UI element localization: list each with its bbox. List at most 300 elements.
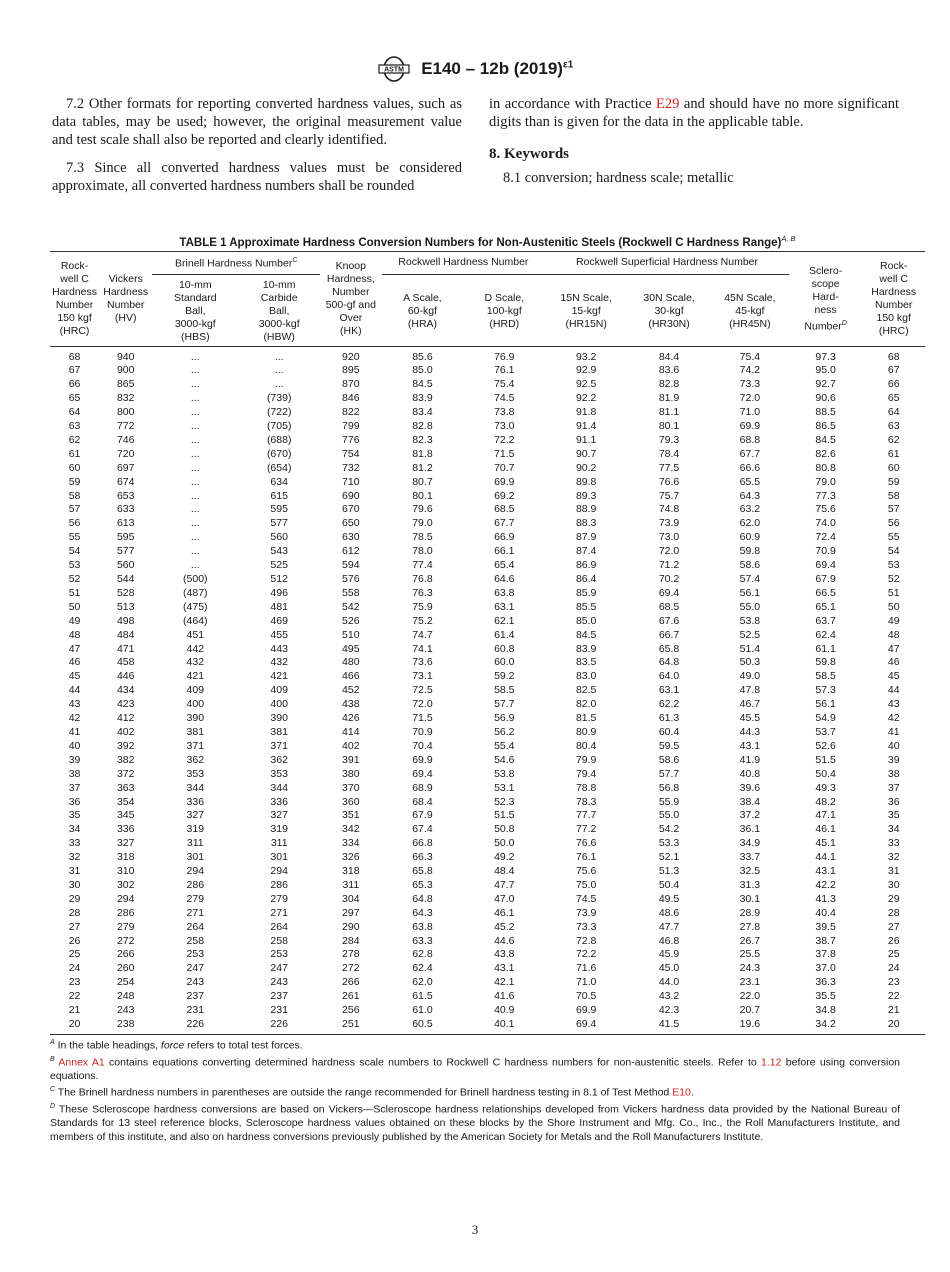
cell-hrc: 36: [68, 795, 81, 808]
cell-hra: 70.4: [412, 739, 433, 752]
cell-hrd: 41.6: [494, 990, 515, 1003]
cell-hk: 822: [342, 406, 360, 419]
cell-hbs: 432: [186, 656, 205, 669]
cell-hr15n: 73.3: [575, 920, 597, 933]
cell-hrc: 22: [68, 990, 81, 1003]
logo-text: ASTM: [383, 66, 404, 74]
cell-hr15n: 83.5: [575, 656, 597, 669]
cell-scleroscope: 57.3: [815, 684, 836, 697]
cell-hbs: 264: [186, 920, 205, 933]
col-header-hr15n: 15N Scale, 15-kgf (HR15N): [560, 291, 612, 330]
cell-hr30n: 48.6: [658, 906, 680, 919]
document-designation: E140 – 12b $(2019)^{\varepsilon 1}$: [421, 59, 574, 78]
cell-hr45n: 44.3: [739, 725, 761, 738]
cell-hr30n: 50.4: [658, 878, 680, 891]
table-row: [50, 346, 925, 364]
cell-scleroscope: 34.2: [789, 1018, 863, 1034]
group-header-superficial: Rockwell Superficial Hardness Number: [545, 252, 789, 275]
table-row: [50, 601, 925, 615]
cell-scleroscope: 41.3: [815, 892, 836, 905]
paragraph-7-3-continued: in accordance with Practice E29 and should have no more significant digits than is given for the data in the applicable table.: [489, 96, 899, 130]
cell-hr45n: 34.9: [739, 837, 761, 850]
cell-hk: 526: [342, 614, 360, 627]
cell-hr45n: 73.3: [739, 378, 761, 391]
cell-hr45n: 37.2: [739, 809, 761, 822]
cell-hr15n: 76.1: [575, 851, 597, 864]
cell-hbw: 264: [270, 920, 288, 933]
cell-hrd: 69.9: [494, 475, 515, 488]
table-footnotes: [50, 1036, 900, 1144]
cell-hbw: ...: [274, 378, 284, 391]
cell-scleroscope: 52.6: [815, 739, 836, 752]
cell-hk: 612: [342, 545, 360, 558]
table-row: [50, 531, 925, 545]
cell-hr30n: 79.3: [658, 433, 680, 446]
cell-hk: 754: [342, 447, 360, 460]
cell-hv: 471: [116, 642, 135, 655]
cell-hr15n: 90.2: [575, 461, 597, 474]
cell-hrc-right: 41: [887, 725, 900, 738]
cell-hr45n: 75.4: [739, 350, 761, 363]
cell-scleroscope: 92.7: [815, 378, 836, 391]
cell-hr30n: 64.0: [658, 670, 680, 683]
cell-hbw: 319: [270, 823, 288, 836]
cell-hk: 732: [342, 461, 360, 474]
cell-hrc-right: 68: [887, 350, 900, 363]
cell-hrc: 59: [68, 475, 81, 488]
table-row: [50, 684, 925, 698]
group-header-rockwell: Rockwell Hardness Number: [382, 252, 546, 275]
table-row: [50, 782, 925, 796]
cell-hrd: 43.8: [494, 948, 515, 961]
cell-hbs: ...: [190, 433, 200, 446]
cell-hra: 66.8: [412, 837, 433, 850]
cell-hra: 60.5: [382, 1018, 464, 1034]
cell-hrc: 43: [68, 698, 81, 711]
cell-hr45n: 66.6: [739, 461, 761, 474]
col-header-hrc: Rock- well C Hardness Number 150 kgf (HRC): [50, 252, 99, 347]
table-row: [50, 768, 925, 782]
cell-hrc: 23: [68, 976, 81, 989]
cell-hra: 68.9: [412, 781, 433, 794]
cell-hrc: 20: [50, 1018, 99, 1034]
cell-hbs: 319: [186, 823, 205, 836]
cell-hr30n: 51.3: [658, 865, 680, 878]
table-row: [50, 837, 925, 851]
cell-hra: 61.5: [412, 990, 433, 1003]
cell-scleroscope: 43.1: [815, 865, 836, 878]
cell-scleroscope: 97.3: [815, 350, 836, 363]
cell-hr15n: 71.6: [575, 962, 597, 975]
e29-link[interactable]: E29: [656, 96, 680, 112]
cell-hr45n: 58.6: [739, 559, 761, 572]
cell-hr15n: 82.0: [575, 698, 597, 711]
cell-hr15n: 85.0: [575, 614, 597, 627]
cell-scleroscope: 86.5: [815, 420, 836, 433]
cell-hrd: 65.4: [494, 559, 515, 572]
cell-hv: 595: [116, 531, 135, 544]
cell-hv: 286: [116, 906, 135, 919]
cell-hrc-right: 45: [887, 670, 900, 683]
cell-hrc: 58: [68, 489, 81, 502]
paragraph-8-1: 8.1 conversion; hardness scale; metallic: [503, 170, 734, 186]
table-row: [50, 740, 925, 754]
cell-hbw: 253: [270, 948, 288, 961]
cell-hbs: 279: [186, 892, 205, 905]
cell-hr45n: 55.0: [739, 600, 761, 613]
cell-hrc-right: 59: [887, 475, 900, 488]
table-row: [50, 434, 925, 448]
cell-hk: 278: [342, 948, 360, 961]
cell-hbs: 409: [186, 684, 205, 697]
cell-hk: 426: [342, 712, 360, 725]
cell-hr30n: 57.7: [658, 767, 680, 780]
cell-hbw: 258: [270, 934, 288, 947]
cell-hv: 254: [116, 976, 135, 989]
cell-hv: 434: [116, 684, 135, 697]
table-row: [50, 559, 925, 573]
cell-hrc-right: 32: [887, 851, 900, 864]
table-row: [50, 879, 925, 893]
cell-hrc-right: 52: [887, 573, 900, 585]
cell-hk: 670: [342, 503, 360, 516]
cell-hr15n: 75.6: [575, 865, 597, 878]
cell-hbs: ...: [190, 559, 200, 572]
cell-hbw: 400: [270, 698, 288, 711]
cell-hra: 85.0: [412, 364, 433, 377]
cell-scleroscope: 90.6: [815, 392, 836, 405]
cell-hra: 62.4: [412, 962, 433, 975]
cell-hbs: 353: [186, 767, 205, 780]
cell-hbw: 577: [270, 517, 288, 530]
cell-hv: 940: [116, 350, 135, 363]
cell-hr45n: 23.1: [739, 976, 761, 989]
cell-hra: 69.4: [412, 767, 433, 780]
table-row: [50, 726, 925, 740]
cell-hv: 392: [116, 739, 135, 752]
cell-hbw: 327: [270, 809, 288, 822]
cell-hk: 370: [342, 781, 360, 794]
cell-hra: 67.4: [412, 823, 433, 836]
cell-hr15n: 76.6: [575, 837, 597, 850]
cell-hr30n: 62.2: [658, 698, 680, 711]
cell-hrc: 56: [68, 517, 81, 530]
cell-hr30n: 41.5: [627, 1018, 711, 1034]
cell-hr30n: 47.7: [658, 920, 680, 933]
cell-hr15n: 83.9: [575, 642, 597, 655]
cell-hrc-right: 57: [887, 503, 900, 516]
cell-hk: 334: [342, 837, 360, 850]
cell-hbs: (475): [183, 600, 208, 613]
cell-hrc: 55: [68, 531, 81, 544]
cell-hra: 73.6: [412, 656, 433, 669]
cell-hk: 266: [342, 976, 360, 989]
cell-hr45n: 53.8: [739, 614, 761, 627]
cell-hr45n: 27.8: [739, 920, 761, 933]
cell-hr30n: 45.0: [658, 962, 680, 975]
cell-hrd: 40.1: [463, 1018, 545, 1034]
cell-hra: 75.2: [412, 614, 433, 627]
cell-hrc: 60: [68, 461, 81, 474]
cell-hbs: 400: [186, 698, 205, 711]
cell-hk: 895: [342, 364, 360, 377]
cell-hrc: 65: [68, 392, 81, 405]
cell-hrc: 44: [68, 684, 81, 697]
cell-scleroscope: 82.6: [815, 447, 836, 460]
cell-hr15n: 73.9: [575, 906, 597, 919]
cell-hrc-right: 53: [887, 559, 900, 572]
cell-hrc: 42: [68, 712, 81, 725]
hardness-conversion-table: [50, 251, 925, 1035]
cell-hra: 83.9: [412, 392, 433, 405]
cell-hr45n: 63.2: [739, 503, 761, 516]
cell-hv: 800: [116, 406, 135, 419]
cell-hbw: ...: [274, 350, 284, 363]
cell-hv: 577: [116, 545, 135, 558]
cell-scleroscope: 74.0: [815, 517, 836, 530]
cell-hrd: 56.9: [494, 712, 515, 725]
cell-hv: 279: [116, 920, 135, 933]
cell-hra: 63.3: [412, 934, 433, 947]
cell-hra: 81.8: [412, 447, 433, 460]
cell-hrd: 49.2: [494, 851, 515, 864]
cell-hr30n: 42.3: [658, 1004, 680, 1017]
cell-hra: 77.4: [412, 559, 433, 572]
cell-hbs: 442: [186, 642, 205, 655]
cell-hrc: 57: [68, 503, 81, 516]
cell-hrc: 35: [68, 809, 81, 822]
cell-hra: 74.1: [412, 642, 433, 655]
cell-hr15n: 70.5: [575, 990, 597, 1003]
table-row: [50, 1004, 925, 1018]
cell-hr45n: 41.9: [739, 753, 761, 766]
cell-hbs: ...: [190, 475, 200, 488]
cell-hr30n: 68.5: [658, 600, 680, 613]
table-row: [50, 865, 925, 879]
table-row: [50, 809, 925, 823]
table-row: [50, 406, 925, 420]
cell-hra: 76.8: [412, 573, 433, 585]
cell-hr45n: 57.4: [739, 573, 761, 585]
cell-hr30n: 69.4: [658, 586, 680, 599]
table-row: [50, 823, 925, 837]
cell-hk: 452: [342, 684, 360, 697]
cell-hr45n: 52.5: [739, 628, 761, 641]
cell-hk: 414: [342, 725, 360, 738]
cell-hrd: 51.5: [494, 809, 515, 822]
table-body: [50, 346, 925, 1034]
cell-hk: 272: [342, 962, 360, 975]
cell-hr30n: 55.9: [658, 795, 680, 808]
cell-hrc-right: 25: [887, 948, 900, 961]
cell-hrc-right: 47: [887, 642, 900, 655]
cell-hv: 327: [116, 837, 135, 850]
col-header-hrd: D Scale, 100-kgf (HRD): [484, 291, 525, 330]
cell-hra: 65.3: [412, 878, 433, 891]
cell-hr15n: 92.9: [575, 364, 597, 377]
cell-hrd: 47.0: [494, 892, 515, 905]
cell-scleroscope: 67.9: [815, 573, 836, 585]
cell-hk: 920: [342, 350, 360, 363]
cell-hra: 74.7: [412, 628, 433, 641]
cell-hr15n: 78.3: [575, 795, 597, 808]
cell-hbs: 231: [186, 1004, 205, 1017]
cell-hv: 243: [116, 1004, 135, 1017]
cell-hrc-right: 39: [887, 753, 900, 766]
cell-scleroscope: 50.4: [815, 767, 836, 780]
cell-hbw: 432: [270, 656, 288, 669]
cell-hra: 68.4: [412, 795, 433, 808]
cell-hrc-right: 66: [887, 378, 900, 391]
cell-hrd: 48.4: [494, 865, 515, 878]
cell-hrc: 64: [68, 406, 81, 419]
cell-hk: 594: [342, 559, 360, 572]
cell-hv: 412: [116, 712, 135, 725]
cell-hbw: 381: [270, 725, 288, 738]
cell-hr45n: 33.7: [739, 851, 761, 864]
table-row: [50, 420, 925, 434]
cell-hrd: 59.2: [494, 670, 515, 683]
cell-hrc-right: 54: [887, 545, 900, 558]
cell-hr30n: 54.2: [658, 823, 680, 836]
cell-hbs: 286: [186, 878, 205, 891]
cell-hra: 69.9: [412, 753, 433, 766]
cell-hbw: 237: [270, 990, 288, 1003]
cell-hra: 61.0: [412, 1004, 433, 1017]
cell-hv: 402: [116, 725, 135, 738]
cell-hra: 78.5: [412, 531, 433, 544]
cell-hbs: 336: [186, 795, 205, 808]
cell-hv: 238: [99, 1018, 152, 1034]
cell-hbw: 344: [270, 781, 288, 794]
cell-hbs: ...: [190, 392, 200, 405]
cell-hbw: 496: [270, 586, 288, 599]
cell-scleroscope: 49.3: [815, 781, 836, 794]
e10-link[interactable]: E10: [672, 1086, 691, 1099]
cell-hv: 248: [116, 990, 135, 1003]
cell-hr15n: 80.9: [575, 725, 597, 738]
cell-hv: 272: [116, 934, 135, 947]
cell-hrc-right: 22: [887, 990, 900, 1003]
cell-hk: 710: [342, 475, 360, 488]
cell-hbs: 247: [186, 962, 205, 975]
cell-hrc-right: 62: [887, 433, 900, 446]
cell-hrd: 54.6: [494, 753, 515, 766]
cell-hr30n: 65.8: [658, 642, 680, 655]
cell-hrd: 76.9: [494, 350, 515, 363]
cell-hra: 82.3: [412, 433, 433, 446]
cell-hbw: 525: [270, 559, 288, 572]
cell-hk: 391: [342, 753, 360, 766]
cell-hrd: 52.3: [494, 795, 515, 808]
col-header-hra: A Scale, 60-kgf (HRA): [403, 291, 442, 330]
cell-hk: 402: [342, 739, 360, 752]
cell-hv: 310: [116, 865, 135, 878]
cell-hr30n: 59.5: [658, 739, 680, 752]
right-column: [489, 95, 899, 197]
cell-hr30n: 77.5: [658, 461, 680, 474]
table-row: [50, 629, 925, 643]
section-1-12-link[interactable]: 1.12: [761, 1056, 782, 1068]
cell-hr45n: 38.4: [739, 795, 761, 808]
cell-hr15n: 75.0: [575, 878, 597, 891]
cell-hr15n: 79.4: [575, 767, 597, 780]
cell-hr45n: 30.1: [739, 892, 761, 905]
cell-hk: 558: [342, 586, 360, 599]
cell-hv: 720: [116, 447, 135, 460]
cell-hr45n: 72.0: [739, 392, 761, 405]
cell-hr30n: 67.6: [658, 614, 680, 627]
cell-hrc-right: 29: [887, 892, 900, 905]
cell-hrc: 38: [68, 767, 81, 780]
table-row: [50, 392, 925, 406]
cell-hr15n: 81.5: [575, 712, 597, 725]
annex-a1-link[interactable]: Annex A1: [58, 1056, 105, 1068]
cell-hbs: 294: [186, 865, 205, 878]
cell-hbs: (464): [183, 614, 208, 627]
page-number: 3: [471, 1222, 479, 1237]
cell-hr30n: 55.0: [658, 809, 680, 822]
cell-hv: 423: [116, 698, 135, 711]
cell-hrc-right: 35: [887, 809, 900, 822]
cell-hra: 81.2: [412, 461, 433, 474]
cell-hrd: 57.7: [494, 698, 515, 711]
cell-hbs: 237: [186, 990, 205, 1003]
cell-scleroscope: 63.7: [815, 614, 836, 627]
cell-hra: 65.8: [412, 865, 433, 878]
cell-hv: 260: [116, 962, 135, 975]
cell-hrc: 26: [68, 934, 81, 947]
cell-scleroscope: 65.1: [815, 600, 836, 613]
cell-scleroscope: 59.8: [815, 656, 836, 669]
cell-hv: 458: [116, 656, 135, 669]
cell-hr45n: 31.3: [739, 878, 761, 891]
cell-hk: 846: [342, 392, 360, 405]
cell-hbw: ...: [274, 364, 284, 377]
cell-hrd: 63.8: [494, 586, 515, 599]
cell-hk: 510: [342, 628, 360, 641]
cell-hra: 79.0: [412, 517, 433, 530]
cell-hbw: (654): [266, 461, 292, 474]
cell-hr15n: 69.9: [575, 1004, 597, 1017]
cell-hbw: 371: [270, 739, 288, 752]
cell-hrc: 48: [68, 628, 81, 641]
cell-hk: 251: [320, 1018, 381, 1034]
cell-hrc-right: 20: [862, 1018, 925, 1034]
cell-hk: 311: [342, 878, 360, 891]
cell-hrc-right: 30: [887, 878, 900, 891]
cell-hr30n: 58.6: [658, 753, 680, 766]
cell-hk: 351: [342, 809, 360, 822]
cell-hk: 261: [342, 990, 360, 1003]
cell-hr15n: 87.4: [575, 545, 597, 558]
cell-scleroscope: 34.8: [815, 1004, 836, 1017]
cell-hbs: 311: [186, 837, 204, 850]
cell-hr30n: 44.0: [658, 976, 680, 989]
cell-hrc: 67: [68, 364, 81, 377]
cell-hk: 799: [342, 420, 360, 433]
cell-hrd: 68.5: [494, 503, 515, 516]
cell-hrc-right: 56: [887, 517, 900, 530]
cell-hrd: 73.0: [494, 420, 515, 433]
table-row: [50, 462, 925, 476]
cell-hrd: 55.4: [494, 739, 515, 752]
cell-hr30n: 84.4: [658, 350, 680, 363]
cell-hbs: (500): [183, 573, 208, 585]
cell-hr45n: 40.8: [739, 767, 761, 780]
cell-hr30n: 49.5: [658, 892, 680, 905]
cell-hr15n: 87.9: [575, 531, 597, 544]
